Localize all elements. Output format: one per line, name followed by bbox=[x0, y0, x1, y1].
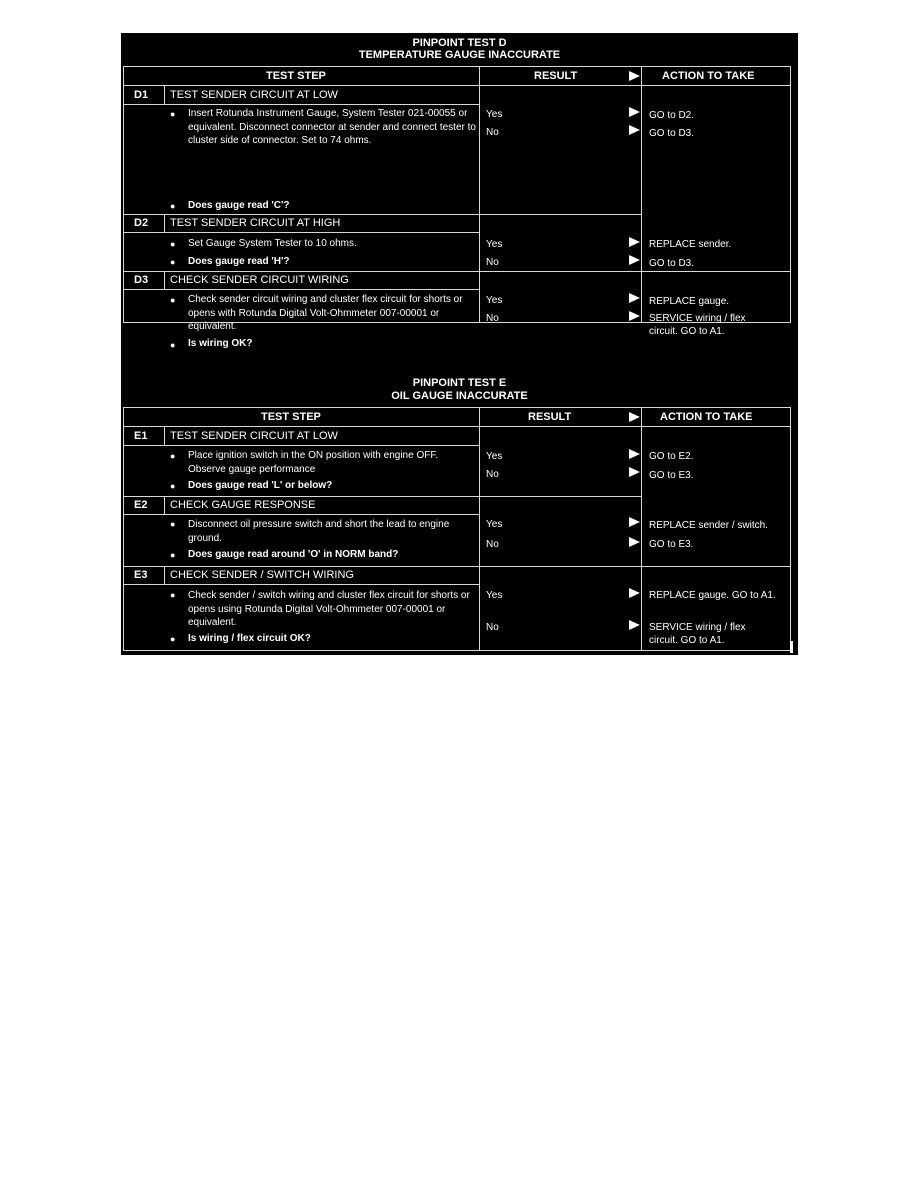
step-code: D3 bbox=[134, 274, 149, 286]
result-yes: Yes bbox=[486, 451, 503, 462]
result-yes: Yes bbox=[486, 519, 503, 530]
action: GO to E3. bbox=[649, 539, 694, 550]
step-question: Does gauge read 'H'? bbox=[188, 256, 290, 267]
action: REPLACE sender / switch. bbox=[649, 520, 768, 531]
result-no: No bbox=[486, 469, 499, 480]
action: GO to D3. bbox=[649, 258, 695, 269]
step-instruction: Set Gauge System Tester to 10 ohms. bbox=[188, 238, 357, 249]
divider bbox=[164, 496, 165, 514]
step-title: CHECK GAUGE RESPONSE bbox=[170, 499, 316, 511]
result-yes: Yes bbox=[486, 295, 503, 306]
step-question: Does gauge read 'C'? bbox=[188, 200, 290, 211]
step-question: Is wiring / flex circuit OK? bbox=[188, 633, 311, 644]
action: GO to E3. bbox=[649, 470, 694, 481]
result-yes: Yes bbox=[486, 590, 503, 601]
test-d-title: PINPOINT TEST D bbox=[412, 37, 507, 49]
header-result: RESULT bbox=[534, 70, 578, 82]
test-e-title: PINPOINT TEST E bbox=[412, 377, 507, 389]
bullet-icon: ● bbox=[170, 481, 176, 491]
bullet-icon: ● bbox=[170, 590, 176, 600]
step-question: Does gauge read 'L' or below? bbox=[188, 480, 333, 491]
bullet-icon: ● bbox=[170, 239, 176, 249]
arrow-icon bbox=[629, 517, 640, 527]
arrow-icon bbox=[629, 237, 640, 247]
arrow-icon bbox=[629, 620, 640, 630]
header-test-step: TEST STEP bbox=[261, 411, 321, 423]
divider bbox=[164, 214, 165, 232]
test-d-table bbox=[123, 66, 791, 350]
action: GO to D3. bbox=[649, 128, 695, 139]
bullet-icon: ● bbox=[170, 451, 176, 461]
action: SERVICE wiring / flex circuit. GO to A1. bbox=[649, 622, 746, 646]
bullet-icon: ● bbox=[170, 295, 176, 305]
step-title: CHECK SENDER / SWITCH WIRING bbox=[170, 569, 354, 581]
bullet-icon: ● bbox=[170, 519, 176, 529]
result-no: No bbox=[486, 539, 499, 550]
action: REPLACE sender. bbox=[649, 239, 732, 250]
divider bbox=[164, 86, 165, 104]
result-no: No bbox=[486, 313, 499, 324]
result-no: No bbox=[486, 127, 499, 138]
step-instruction: Check sender circuit wiring and cluster flex circuit for shorts or opens with Rotunda Digital Volt-Ohmmeter 007-00001 or equivalent. bbox=[188, 294, 463, 332]
step-title: TEST SENDER CIRCUIT AT LOW bbox=[170, 89, 338, 101]
table-header bbox=[124, 408, 790, 427]
step-title: TEST SENDER CIRCUIT AT LOW bbox=[170, 430, 338, 442]
bullet-icon: ● bbox=[170, 634, 176, 644]
divider bbox=[164, 427, 165, 445]
step-instruction: Insert Rotunda Instrument Gauge, System Tester 021-00055 or equivalent. Disconnect connector at sender and connect tester to cluster side of connector. Set to 74 ohms. bbox=[188, 108, 476, 146]
arrow-icon bbox=[629, 412, 640, 422]
document-scan bbox=[121, 33, 798, 655]
header-test-step: TEST STEP bbox=[266, 70, 326, 82]
scan-mark bbox=[790, 641, 793, 653]
arrow-icon bbox=[629, 449, 640, 459]
step-code: E1 bbox=[134, 430, 148, 442]
header-action: ACTION TO TAKE bbox=[662, 70, 755, 82]
result-yes: Yes bbox=[486, 109, 503, 120]
step-instruction: Place ignition switch in the ON position with engine OFF. Observe gauge performance bbox=[188, 450, 439, 475]
test-e-subtitle: OIL GAUGE INACCURATE bbox=[391, 390, 528, 402]
step-question: Is wiring OK? bbox=[188, 338, 253, 349]
test-e-table bbox=[123, 407, 791, 651]
arrow-icon bbox=[629, 537, 640, 547]
action: REPLACE gauge. bbox=[649, 296, 730, 307]
action: SERVICE wiring / flex circuit. GO to A1. bbox=[649, 313, 746, 337]
arrow-icon bbox=[629, 293, 640, 303]
arrow-icon bbox=[629, 125, 640, 135]
table-header bbox=[124, 67, 790, 86]
result-no: No bbox=[486, 257, 499, 268]
divider bbox=[479, 408, 480, 650]
action: GO to E2. bbox=[649, 451, 694, 462]
result-no: No bbox=[486, 622, 499, 633]
header-result: RESULT bbox=[528, 411, 572, 423]
header-action: ACTION TO TAKE bbox=[660, 411, 753, 423]
divider bbox=[479, 67, 480, 322]
arrow-icon bbox=[629, 255, 640, 265]
bullet-icon: ● bbox=[170, 550, 176, 560]
step-code: E2 bbox=[134, 499, 148, 511]
bullet-icon: ● bbox=[170, 340, 176, 350]
step-code: D2 bbox=[134, 217, 149, 229]
divider bbox=[641, 67, 642, 322]
step-title: CHECK SENDER CIRCUIT WIRING bbox=[170, 274, 349, 286]
divider bbox=[164, 271, 165, 289]
result-yes: Yes bbox=[486, 239, 503, 250]
bullet-icon: ● bbox=[170, 257, 176, 267]
step-question: Does gauge read around 'O' in NORM band? bbox=[188, 549, 399, 560]
step-code: E3 bbox=[134, 569, 148, 581]
step-instruction: Disconnect oil pressure switch and short the lead to engine ground. bbox=[188, 519, 450, 544]
test-d-subtitle: TEMPERATURE GAUGE INACCURATE bbox=[358, 49, 561, 61]
step-code: D1 bbox=[134, 89, 149, 101]
step-instruction: Check sender / switch wiring and cluster flex circuit for shorts or opens using Rotunda Digital Volt-Ohmmeter 007-00001 or equivalent. bbox=[188, 590, 470, 628]
action: GO to D2. bbox=[649, 110, 695, 121]
divider bbox=[641, 408, 642, 650]
bullet-icon: ● bbox=[170, 109, 176, 119]
arrow-icon bbox=[629, 71, 640, 81]
arrow-icon bbox=[629, 588, 640, 598]
arrow-icon bbox=[629, 107, 640, 117]
action: REPLACE gauge. GO to A1. bbox=[649, 590, 776, 601]
step-title: TEST SENDER CIRCUIT AT HIGH bbox=[170, 217, 341, 229]
arrow-icon bbox=[629, 467, 640, 477]
divider bbox=[164, 566, 165, 584]
arrow-icon bbox=[629, 311, 640, 321]
bullet-icon: ● bbox=[170, 201, 176, 211]
